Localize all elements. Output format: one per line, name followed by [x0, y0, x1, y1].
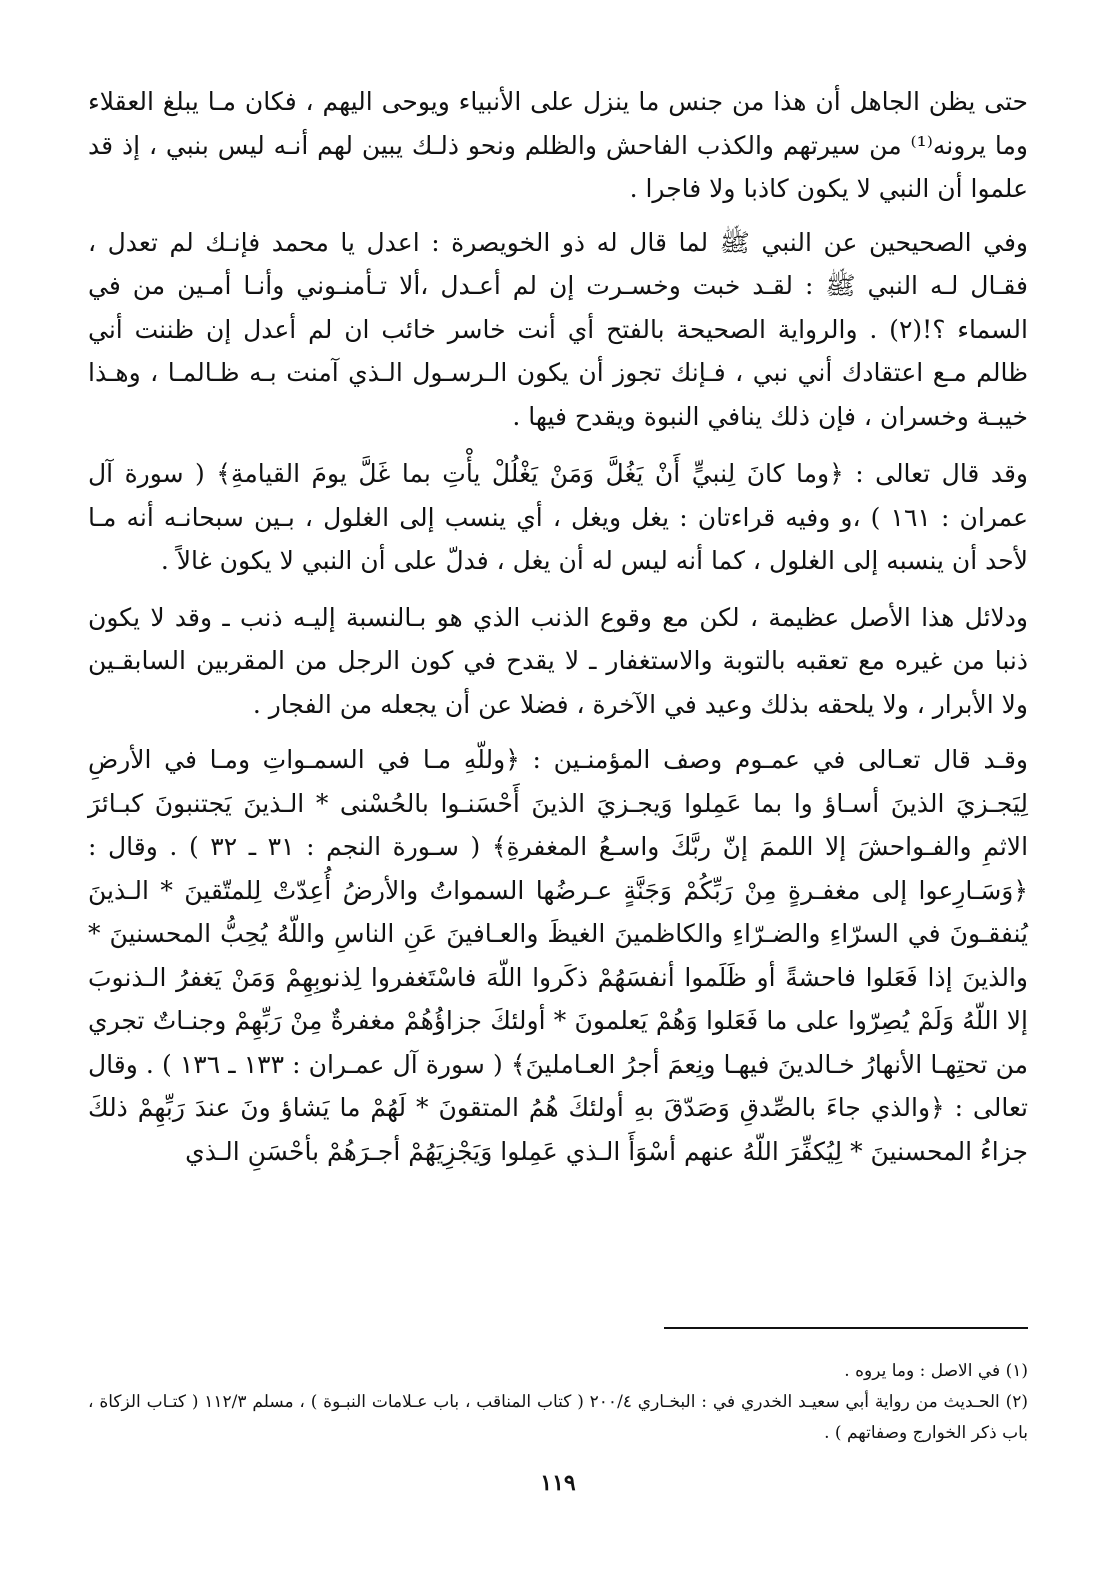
footnotes [88, 1356, 1028, 1449]
footnote-2: (٢) الحـديث من رواية أبي سعيـد الخدري في : البخـاري ٢٠٠/٤ ( كتاب المناقب ، باب عـلامات النبـوة ) ، مسلم ١١٢/٣ ( كتـاب الزكاة ، باب ذكر الخوارج وصفاتهم ) . [88, 1392, 1028, 1443]
document-page [88, 80, 1028, 1579]
paragraph-5: وقـد قال تعـالى في عمـوم وصف المؤمنـين : ﴿وللّهِ مـا في السمـواتِ ومـا في الأرضِ لِيَجـزيَ الذينَ أسـاؤ وا بما عَمِلوا وَيجـزيَ الذينَ أَحْسَنـوا بالحُسْنى * الـذينَ يَجتنبونَ كبـائرَ الاثمِ والفـواحشَ إلا اللممَ إنّ ربَّكَ واسـعُ المغفرةِ﴾ ( سـورة النجم : ٣١ ـ ٣٢ ) . وقال : ﴿وَسَـارِعوا إلى مغفـرةٍ مِنْ رَبِّكُمْ وَجَنَّةٍ عـرضُها السمواتُ والأرضُ أُعِدّتْ لِلمتّقينَ * الـذينَ يُنفقـونَ في السرّاءِ والضـرّاءِ والكاظمينَ الغيظَ والعـافينَ عَنِ الناسِ واللّهُ يُحِبُّ المحسنينَ * والذينَ إذا فَعَلوا فاحشةً أو ظَلَموا أنفسَهُمْ ذكَروا اللّهَ فاسْتَغفروا لِذنوبِهِمْ وَمَنْ يَغفرُ الـذنوبَ إلا اللّهُ وَلَمْ يُصِرّوا على ما فَعَلوا وَهُمْ يَعلمونَ * أولئكَ جزاؤُهُمْ مغفرةٌ مِنْ رَبِّهِمْ وجنـاتٌ تجري من تحتِهـا الأنهارُ خـالدينَ فيهـا ونِعمَ أجرُ العـاملينَ﴾ ( سورة آل عمـران : ١٣٣ ـ ١٣٦ ) . وقال تعالى : ﴿والذي جاءَ بالصِّدقِ وَصَدّقَ بهِ أولئكَ هُمُ المتقونَ * لَهُمْ ما يَشاؤ ونَ عندَ رَبِّهِمْ ذلكَ جزاءُ المحسنينَ * لِيُكفِّرَ اللّهُ عنهم أسْوَأَ الـذي عَمِلوا وَيَجْزِيَهُمْ أجـرَهُمْ بأحْسَنِ الـذي [88, 745, 1029, 1166]
footnote-separator [664, 1327, 1028, 1329]
paragraph-4: ودلائل هذا الأصل عظيمة ، لكن مع وقوع الذنب الذي هو بـالنسبة إليـه ذنب ـ وقد لا يكون ذنبا من غيره مع تعقبه بالتوبة والاستغفار ـ لا يقدح في كون الرجل من المقربين السابقـين ولا الأبرار ، ولا يلحقه بذلك وعيد في الآخرة ، فضلا عن أن يجعله من الفجار . [88, 602, 1028, 719]
paragraph-3: وقد قال تعالى : ﴿وما كانَ لِنبيٍّ أَنْ يَغُلَّ وَمَنْ يَغْلُلْ يأْتِ بما غَلَّ يومَ القيامةِ﴾ ( سورة آل عمران : ١٦١ ) ،و وفيه قراءتان : يغل ويغل ، أي ينسب إلى الغلول ، بـين سبحانـه أنه مـا لأحد أن ينسبه إلى الغلول ، كما أنه ليس له أن يغل ، فدلّ على أن النبي لا يكون غالاً . [88, 459, 1028, 575]
page-number: ١١٩ [540, 1470, 576, 1496]
footnote-1: (١) في الاصل : وما يروه . [844, 1361, 1028, 1381]
paragraph-1: حتى يظن الجاهل أن هذا من جنس ما ينزل على الأنبياء ويوحى اليهم ، فكان مـا يبلغ العقلاء وما يرونه⁽¹⁾ من سيرتهم والكذب الفاحش والظلم ونحو ذلـك يبين لهم أنـه ليس بنبي ، إذ قد علموا أن النبي لا يكون كاذبا ولا فاجرا . [88, 87, 1028, 203]
paragraph-2: وفي الصحيحين عن النبي ﷺ لما قال له ذو الخويصرة : اعدل يا محمد فإنـك لم تعدل ، فقـال لـه النبي ﷺ : لقـد خبت وخسـرت إن لم أعـدل ،ألا تـأمنـوني وأنـا أمـين من في السماء ؟!(٢) . والرواية الصحيحة بالفتح أي أنت خاسر خائب ان لم أعدل إن ظننت أني ظالم مـع اعتقادك أني نبي ، فـإنك تجوز أن يكون الـرسـول الـذي آمنت بـه ظـالمـا ، وهـذا خيبـة وخسران ، فإن ذلك ينافي النبوة ويقدح فيها . [88, 227, 1028, 431]
